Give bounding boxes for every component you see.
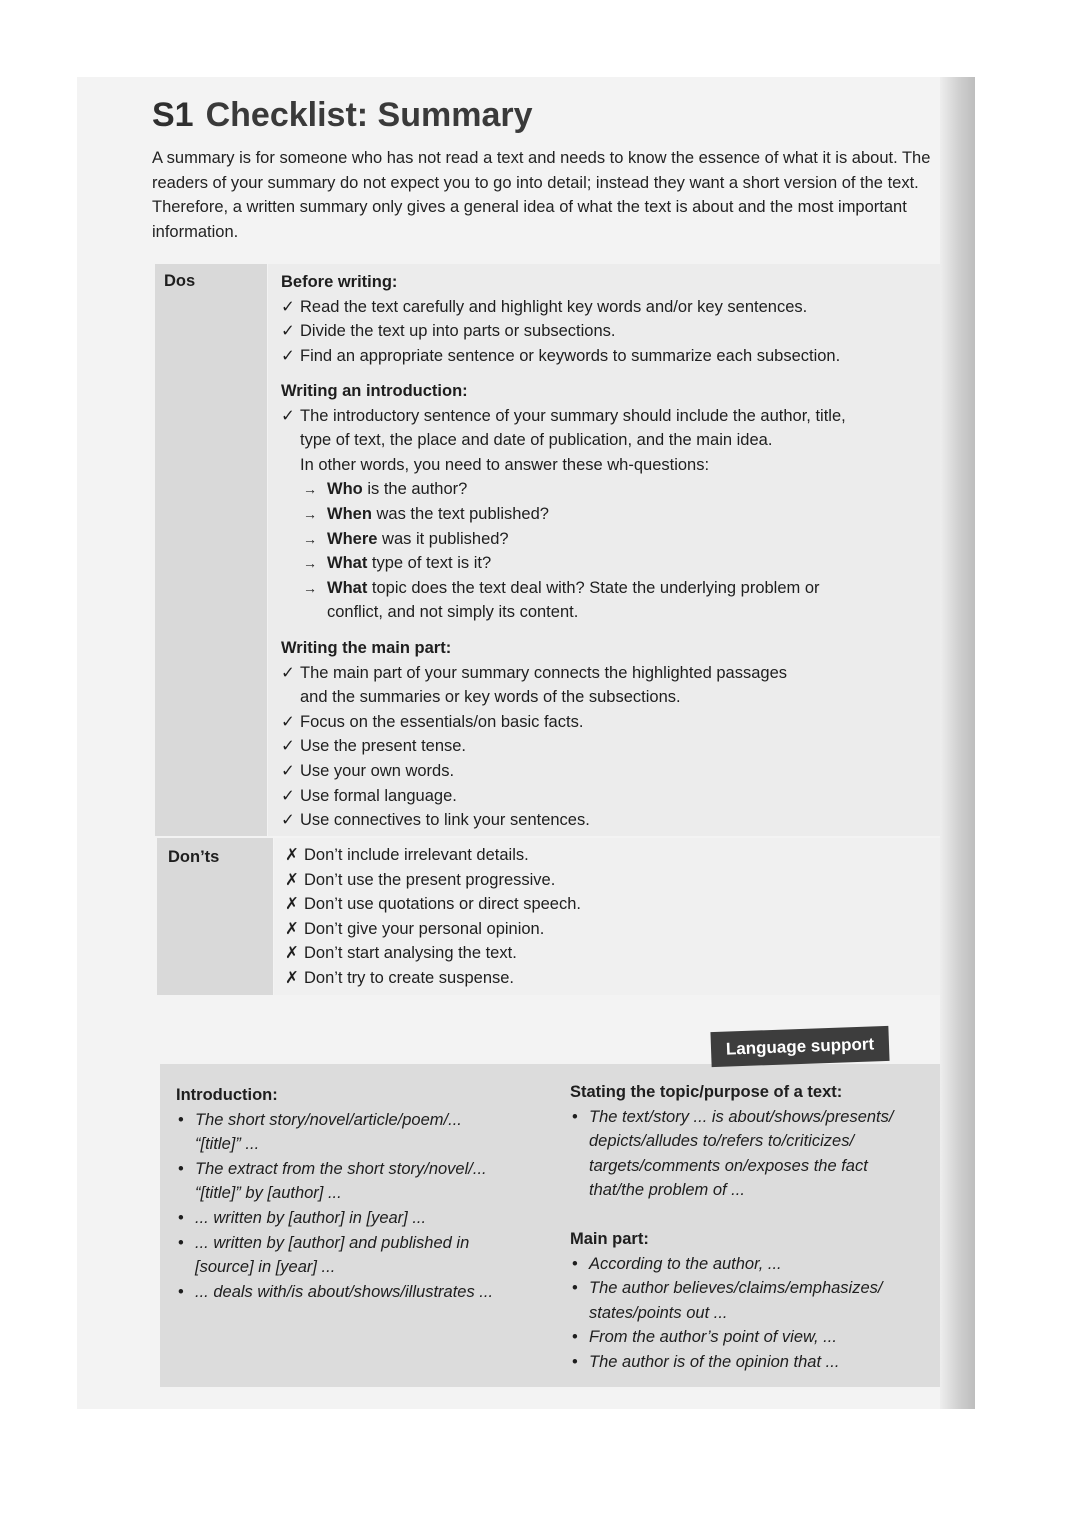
- ls-topic-column: [570, 1080, 930, 1203]
- checklist-item: ✓ Use the present tense.: [281, 734, 921, 759]
- checklist-item: ✓ Find an appropriate sentence or keywords to summarize each subsection.: [281, 344, 921, 369]
- main-part-heading: Writing the main part:: [281, 639, 452, 657]
- check-icon: ✓: [281, 786, 295, 805]
- arrow-icon: →: [303, 555, 317, 572]
- check-icon: ✓: [281, 346, 295, 365]
- ls-item: • The text/story ... is about/shows/presents/ depicts/alludes to/refers to/criticizes/ targets/comments on/exposes the fact that/the problem of ...: [570, 1105, 930, 1203]
- arrow-icon: →: [303, 579, 317, 596]
- wh-question: → What type of text is it?: [281, 551, 921, 576]
- checklist-item: ✓ Use your own words.: [281, 759, 921, 784]
- bullet-icon: •: [178, 1208, 184, 1227]
- bullet-icon: •: [178, 1159, 184, 1178]
- wh-question: → Who is the author?: [281, 477, 921, 502]
- checklist-item-continuation: type of text, the place and date of publication, and the main idea.: [300, 431, 773, 450]
- donts-item: ✗ Don’t start analysing the text.: [285, 941, 925, 966]
- introduction-heading: Writing an introduction:: [281, 382, 468, 400]
- bullet-icon: •: [572, 1328, 578, 1347]
- ls-topic-heading: Stating the topic/purpose of a text:: [570, 1083, 843, 1101]
- ls-item: • ... written by [author] in [year] ...: [176, 1206, 546, 1231]
- wh-question: → Where was it published?: [281, 527, 921, 552]
- page-edge-shadow: [940, 77, 975, 1409]
- ls-item: • The extract from the short story/novel/... “[title]” by [author] ...: [176, 1157, 546, 1206]
- dos-label-column: [155, 264, 267, 836]
- bullet-icon: •: [572, 1279, 578, 1298]
- title-text: Checklist: Summary: [205, 96, 533, 134]
- dos-label: Dos: [164, 272, 196, 290]
- check-icon: ✓: [281, 737, 295, 756]
- ls-introduction-column: [176, 1083, 546, 1304]
- ls-introduction-heading: Introduction:: [176, 1086, 278, 1104]
- ls-item: • ... deals with/is about/shows/illustrates ...: [176, 1280, 546, 1305]
- wh-question-continuation: conflict, and not simply its content.: [327, 603, 579, 622]
- introduction-section: [281, 379, 921, 625]
- cross-icon: ✗: [285, 944, 299, 963]
- wh-question: → When was the text published?: [281, 502, 921, 527]
- checklist-item: ✓ Divide the text up into parts or subsections.: [281, 319, 921, 344]
- arrow-icon: →: [303, 481, 317, 498]
- check-icon: ✓: [281, 406, 295, 425]
- cross-icon: ✗: [285, 968, 299, 987]
- bullet-icon: •: [178, 1110, 184, 1129]
- main-part-section: [281, 636, 921, 833]
- ls-item: • The short story/novel/article/poem/... “[title]” ...: [176, 1108, 546, 1157]
- checklist-item: ✓ Use formal language.: [281, 784, 921, 809]
- checklist-item: ✓ The introductory sentence of your summary should include the author, title,: [281, 404, 921, 429]
- check-icon: ✓: [281, 761, 295, 780]
- section-number: S1: [152, 96, 194, 134]
- ls-item: • According to the author, ...: [570, 1252, 930, 1277]
- intro-paragraph: A summary is for someone who has not read a text and needs to know the essence of what it is about. The readers of your summary do not expect you to go into detail; instead they want a short version of the text. Therefore, a written summary only gives a general idea of what the text is about and the most important information.: [152, 149, 931, 241]
- donts-item: ✗ Don’t give your personal opinion.: [285, 917, 925, 942]
- before-writing-heading: Before writing:: [281, 273, 398, 291]
- arrow-icon: →: [303, 530, 317, 547]
- cross-icon: ✗: [285, 870, 299, 889]
- bullet-icon: •: [572, 1254, 578, 1273]
- cross-icon: ✗: [285, 919, 299, 938]
- bullet-icon: •: [178, 1233, 184, 1252]
- ls-item: • The author is of the opinion that ...: [570, 1350, 930, 1375]
- checklist-item: ✓ Focus on the essentials/on basic facts.: [281, 710, 921, 735]
- checklist-item-continuation: In other words, you need to answer these wh-questions:: [300, 455, 710, 474]
- donts-item: ✗ Don’t include irrelevant details.: [285, 843, 925, 868]
- language-support-tag: Language support: [710, 1026, 889, 1067]
- check-icon: ✓: [281, 712, 295, 731]
- bullet-icon: •: [572, 1107, 578, 1126]
- checklist-item: ✓ Read the text carefully and highlight key words and/or key sentences.: [281, 295, 921, 320]
- wh-question: → What topic does the text deal with? State the underlying problem or: [281, 576, 921, 601]
- check-icon: ✓: [281, 297, 295, 316]
- checklist-item: ✓ Use connectives to link your sentences.: [281, 808, 921, 833]
- page-title: [152, 96, 533, 135]
- check-icon: ✓: [281, 322, 295, 341]
- ls-item: • ... written by [author] and published in [source] in [year] ...: [176, 1231, 546, 1280]
- checklist-item-continuation: and the summaries or key words of the subsections.: [300, 688, 681, 707]
- checklist-item: ✓ The main part of your summary connects the highlighted passages: [281, 661, 921, 686]
- cross-icon: ✗: [285, 895, 299, 914]
- cross-icon: ✗: [285, 846, 299, 864]
- donts-label: Don’ts: [168, 848, 220, 866]
- ls-main-heading: Main part:: [570, 1230, 649, 1248]
- donts-item: ✗ Don’t use the present progressive.: [285, 868, 925, 893]
- ls-item: • The author believes/claims/emphasizes/ states/points out ...: [570, 1276, 930, 1325]
- donts-section: [285, 843, 925, 991]
- check-icon: ✓: [281, 811, 295, 830]
- donts-item: ✗ Don’t use quotations or direct speech.: [285, 892, 925, 917]
- bullet-icon: •: [178, 1282, 184, 1301]
- check-icon: ✓: [281, 663, 295, 682]
- bullet-icon: •: [572, 1352, 578, 1371]
- ls-item: • From the author’s point of view, ...: [570, 1325, 930, 1350]
- before-writing-section: [281, 270, 921, 368]
- ls-main-column: [570, 1227, 930, 1375]
- donts-item: ✗ Don’t try to create suspense.: [285, 966, 925, 991]
- arrow-icon: →: [303, 505, 317, 522]
